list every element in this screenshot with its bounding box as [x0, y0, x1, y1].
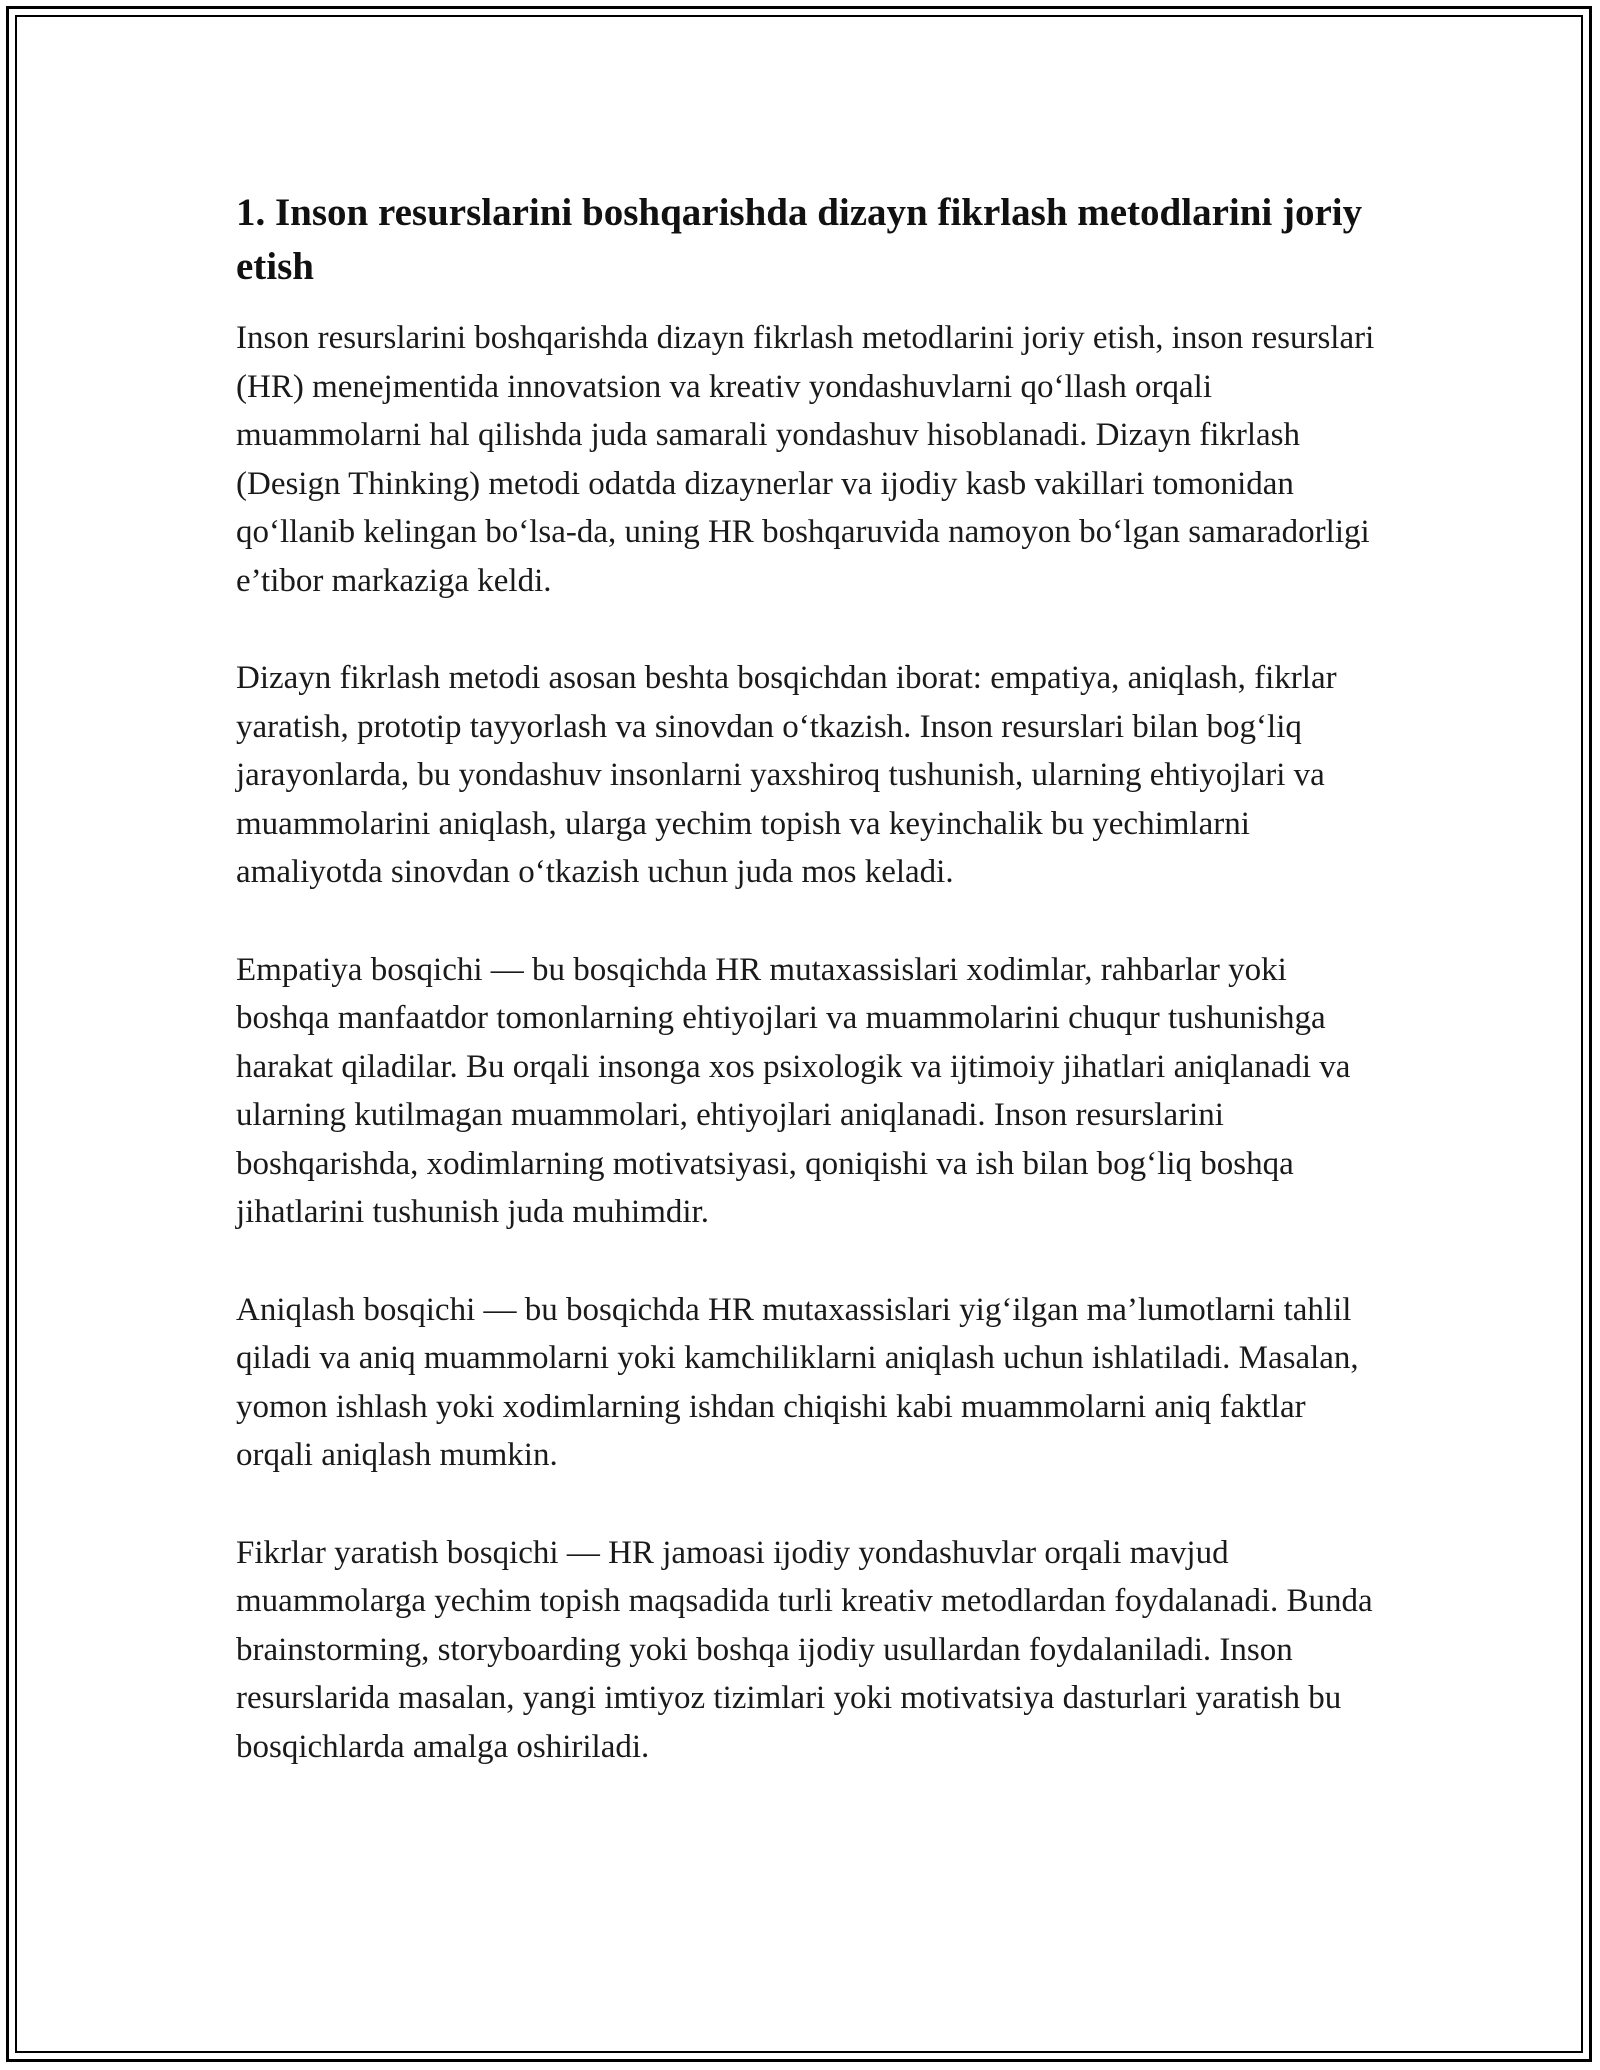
- paragraph-ideation-stage: Fikrlar yaratish bosqichi — HR jamoasi ijodiy yondashuvlar orqali mavjud muammolarga yechim topish maqsadida turli kreativ metodlardan foydalanadi. Bunda brainstorming, storyboarding yoki boshqa ijodiy usullardan foydalaniladi. Inson resurslarida masalan, yangi imtiyoz tizimlari yoki motivatsiya dasturlari yaratish bu bosqichlarda amalga oshiriladi.: [236, 1534, 1373, 1765]
- paragraph-stages-overview: Dizayn fikrlash metodi asosan beshta bosqichdan iborat: empatiya, aniqlash, fikrlar yaratish, prototip tayyorlash va sinovdan o‘tkazish. Inson resurslari bilan bog‘liq jarayonlarda, bu yondashuv insonlarni yaxshiroq tushunish, ularning ehtiyojlari va muammolarini aniqlash, ularga yechim topish va keyinchalik bu yechimlarni amaliyotda sinovdan o‘tkazish uchun juda mos keladi.: [236, 660, 1337, 890]
- paragraph-empathy-stage: Empatiya bosqichi — bu bosqichda HR mutaxassislari xodimlar, rahbarlar yoki boshqa manfaatdor tomonlarning ehtiyojlari va muammolarini chuqur tushunishga harakat qiladilar. Bu orqali insonga xos psixologik va ijtimoiy jihatlari aniqlanadi va ularning kutilmagan muammolari, ehtiyojlari aniqlanadi. Inson resurslarini boshqarishda, xodimlarning motivatsiyasi, qoniqishi va ish bilan bog‘liq boshqa jihatlarini tushunish juda muhimdir.: [236, 951, 1351, 1230]
- paragraph-define-stage: Aniqlash bosqichi — bu bosqichda HR mutaxassislari yig‘ilgan ma’lumotlarni tahlil qiladi va aniq muammolarni yoki kamchiliklarni aniqlash uchun ishlatiladi. Masalan, yomon ishlash yoki xodimlarning ishdan chiqishi kabi muammolarni aniq faktlar orqali aniqlash mumkin.: [236, 1291, 1359, 1473]
- document-body: [236, 186, 1376, 1771]
- paragraph-introduction: Inson resurslarini boshqarishda dizayn fikrlash metodlarini joriy etish, inson resurslari (HR) menejmentida innovatsion va kreativ yondashuvlarni qo‘llash orqali muammolarni hal qilishda juda samarali yondashuv hisoblanadi. Dizayn fikrlash (Design Thinking) metodi odatda dizaynerlar va ijodiy kasb vakillari tomonidan qo‘llanib kelingan bo‘lsa-da, uning HR boshqaruvida namoyon bo‘lgan samaradorligi e’tibor markaziga keldi.: [236, 320, 1375, 599]
- section-heading: 1. Inson resurslarini boshqarishda dizayn fikrlash metodlarini joriy etish: [236, 191, 1363, 288]
